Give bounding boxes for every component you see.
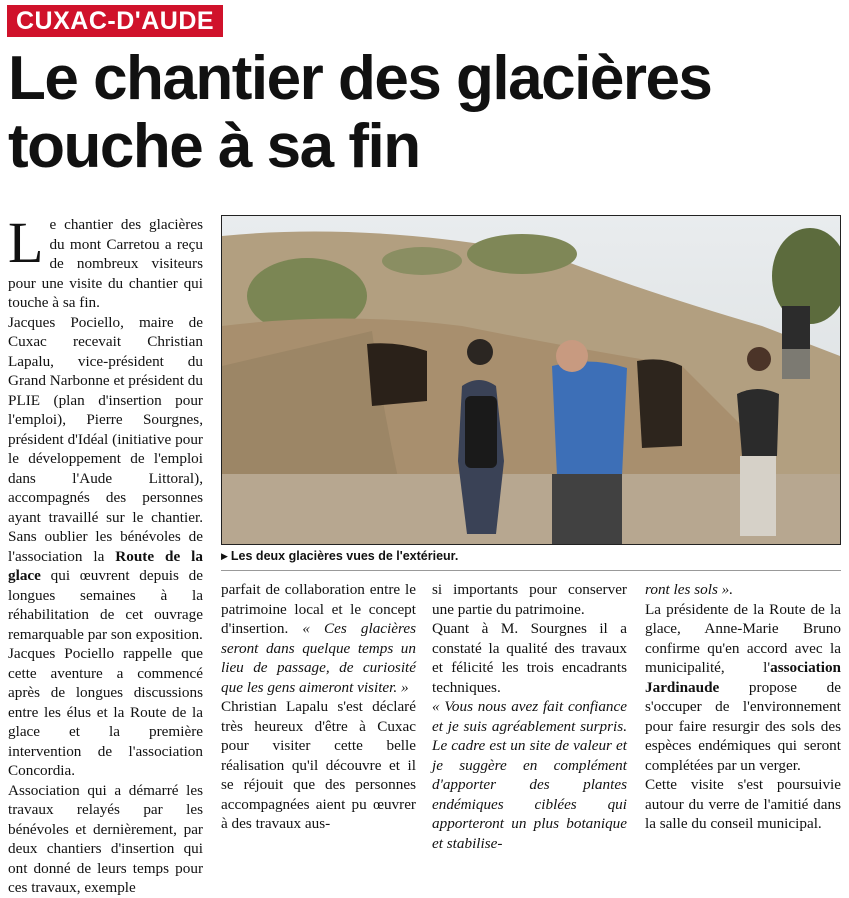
paragraph-intro: Le chantier des glacières du mont Carretou a reçu de nombreux visiteurs pour une visite du chantier qui touche à sa fin. — [8, 210, 203, 311]
drop-cap: L — [8, 210, 44, 275]
caption-divider — [221, 570, 841, 571]
paragraph-closing: Cette visite s'est poursuivie autour du verre de l'amitié dans la salle du conseil municipal. — [645, 776, 841, 832]
photo-caption: ▶ Les deux glacières vues de l'extérieur. — [221, 549, 459, 563]
article-headline: Le chantier des glacières touche à sa fin — [8, 44, 712, 181]
article-photo — [221, 215, 841, 545]
quote-end: ront les sols ». — [645, 581, 734, 598]
triangle-right-icon: ▶ — [221, 551, 228, 561]
section-kicker: CUXAC-D'AUDE — [7, 5, 223, 37]
article-column-3 — [432, 580, 627, 853]
paragraph-lapalu: Christian Lapalu s'est déclaré très heureux d'être à Cuxac pour visiter cette belle réalisation qu'il découvre et il se réjouit que des personnes accompagnées aient pu œuvrer à des travaux aus- — [221, 698, 416, 832]
paragraph-collaboration: parfait de collaboration entre le patrimoine local et le concept d'insertion. « Ces glacières seront dans quelque temps un lieu de passage, de curiosité que les gens aimeront visiter. » — [221, 581, 416, 696]
article-column-4 — [645, 580, 841, 834]
paragraph-visitors: Jacques Pociello, maire de Cuxac recevait Christian Lapalu, vice-président du Grand Narbonne et président du PLIE (plan d'insertion pour l'emploi), Pierre Sourgnes, président d'Idéal (initiative pour le développement de l'emploi dans l'Aude Littoral), accompagnés des personnes ayant travaillé sur le chantier. Sans oublier les bénévoles de l'association la Route de la glace qui œuvrent depuis de longues semaines à la réhabilitation de cet ouvrage remarquable par son exposition. — [8, 313, 203, 643]
quote-sourgnes: « Vous nous avez fait confiance et je suis agréablement surpris. Le cadre est un site de valeur et je suggère en complément d'apporter des plantes endémiques ciblées qui apporteront un plus botanique et stabilise- — [432, 698, 627, 852]
paragraph-president: La présidente de la Route de la glace, Anne-Marie Bruno confirme qu'en accord avec la municipalité, l'association Jardinaude propose de s'occuper de l'environnement pour faire resurgir des sols des espèces endémiques qui seront complétées par un verger. — [645, 600, 841, 774]
paragraph-association: Association qui a démarré les travaux relayés par les bénévoles et dernièrement, par deux chantiers d'insertion qui ont donné de leurs temps pour ces travaux, exemple — [8, 781, 203, 896]
paragraph-heritage: si importants pour conserver une partie du patrimoine. — [432, 581, 627, 618]
article-column-1 — [8, 210, 203, 898]
paragraph-recall: Jacques Pociello rappelle que cette aventure a commencé après de longues discussions entre les élus et la Route de la glace et la première intervention de l'association Concordia. — [8, 645, 203, 779]
article-column-2 — [221, 580, 416, 834]
paragraph-sourgnes: Quant à M. Sourgnes il a constaté la qualité des travaux et félicité les trois encadrants techniques. — [432, 620, 627, 696]
